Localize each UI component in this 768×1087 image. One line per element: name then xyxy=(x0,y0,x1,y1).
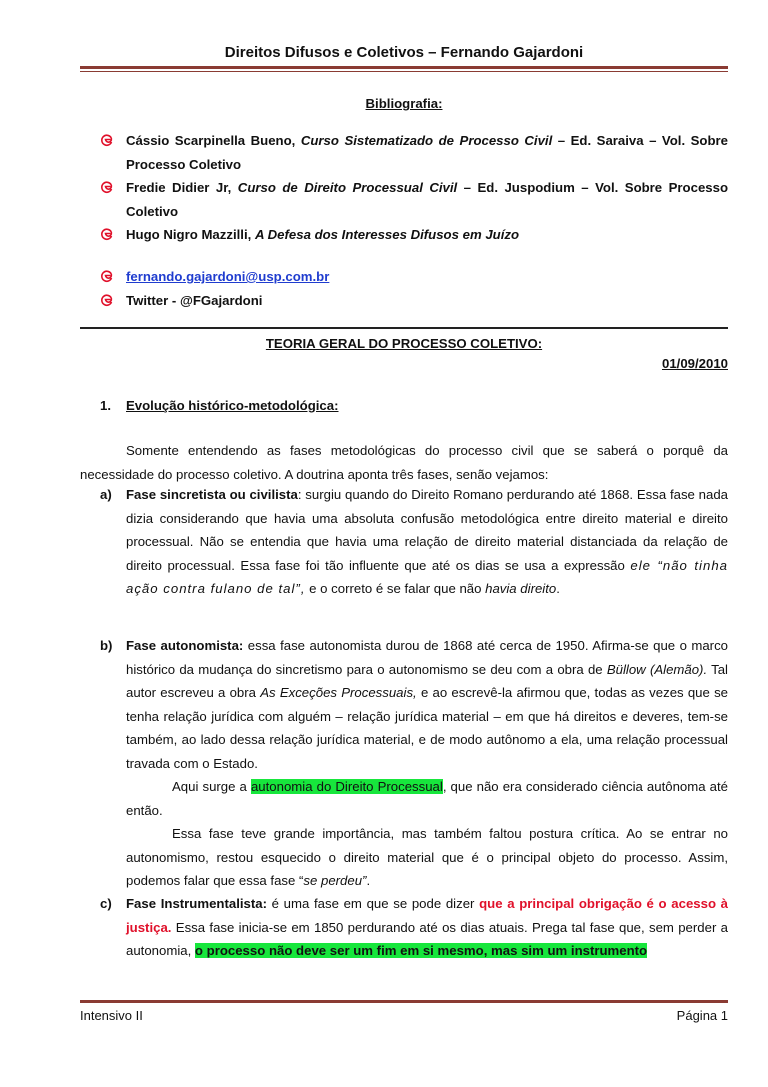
phase-a: a) Fase sincretista ou civilista: surgiu quando do Direito Romano perdurando até 1868. Essa fase nada dizia considerando que havia uma absoluta confusão metodológica entre direito material e direito processual. Não se entendia que havia uma relação de direito material distanciada da relação de direito processual. Essa fase foi tão influente que até os dias se usa a expressão ele “não tinha ação contra fulano de tal”, e o correto é se falar que não havia direito. xyxy=(80,483,728,601)
bibliografia-heading: Bibliografia: xyxy=(365,96,443,111)
red-emphasis-text: que a principal obrigação é o acesso à justiça. xyxy=(126,896,729,935)
footer-course: Intensivo II xyxy=(80,1008,143,1023)
phase-a-body: Fase sincretista ou civilista: surgiu quando do Direito Romano perdurando até 1868. Essa fase nada dizia considerando que havia uma absoluta confusão metodológica entre direito material e direito processual. Não se entendia que havia uma relação de direito material distanciada da relação de direito processual. Essa fase foi tão influente que até os dias se usa a expressão ele “não tinha ação contra fulano de tal”, e o correto é se falar que não havia direito. xyxy=(126,487,728,596)
phase-b-paragraph-3: Essa fase teve grande importância, mas também faltou postura crítica. Ao se entrar no autonomismo, restou esquecido o direito material que é o principal objeto do processo. Assim, podemos falar que essa fase “se perdeu”. xyxy=(126,826,728,888)
header-rule-thick xyxy=(80,66,728,69)
header-rule-thin xyxy=(80,71,728,72)
bullet-swirl-icon xyxy=(100,293,114,307)
separator-line xyxy=(80,318,728,330)
phase-b-body: Fase autonomista: essa fase autonomista durou de 1868 até cerca de 1950. Afirma-se que o marco histórico da mudança do sincretismo para o autonomismo se deu com a obra de Büllow (Alemão). Tal autor escreveu a obra As Exceções Processuais, e ao escrevê-la afirmou que, todas as vezes que se tenha relação jurídica com alguém – relação jurídica material – em que há direitos e deveres, tem-se também, ao lado dessa relação jurídica material, e de modo autônomo a ela, uma relação processual travada com o Estado. xyxy=(126,638,729,771)
highlighted-text: o processo não deve ser um fim em si mesmo, mas sim um instrumento xyxy=(194,943,648,958)
footer-rule xyxy=(80,1000,728,1003)
document-page xyxy=(80,0,728,1087)
phase-b-paragraph-2: Aqui surge a autonomia do Direito Processual, que não era considerado ciência autônoma até então. xyxy=(126,779,728,818)
bullet-swirl-icon xyxy=(100,227,114,241)
bibliografia-item: Hugo Nigro Mazzilli, A Defesa dos Interesses Difusos em Juízo xyxy=(80,223,728,247)
bullet-swirl-icon xyxy=(100,269,114,283)
phase-c: c) Fase Instrumentalista: é uma fase em que se pode dizer que a principal obrigação é o acesso à justiça. Essa fase inicia-se em 1850 perdurando até os dias atuais. Prega tal fase que, sem perder a autonomia, o processo não deve ser um fim em si mesmo, mas sim um instrumento xyxy=(80,892,728,963)
main-title: TEORIA GERAL DO PROCESSO COLETIVO: xyxy=(265,336,543,351)
highlighted-text: autonomia do Direito Processual xyxy=(250,779,443,794)
phase-c-body: Fase Instrumentalista: é uma fase em que se pode dizer que a principal obrigação é o acesso à justiça. Essa fase inicia-se em 1850 perdurando até os dias atuais. Prega tal fase que, sem perder a autonomia, o processo não deve ser um fim em si mesmo, mas sim um instrumento xyxy=(126,896,729,958)
contact-email-item xyxy=(80,265,728,289)
contact-list xyxy=(80,265,728,312)
bibliografia-item: Fredie Didier Jr, Curso de Direito Processual Civil – Ed. Juspodium – Vol. Sobre Processo Coletivo xyxy=(80,176,728,223)
bibliografia-item: Cássio Scarpinella Bueno, Curso Sistematizado de Processo Civil – Ed. Saraiva – Vol. Sobre Processo Coletivo xyxy=(80,129,728,176)
phase-b: b) Fase autonomista: essa fase autonomista durou de 1868 até cerca de 1950. Afirma-se que o marco histórico da mudança do sincretismo para o autonomismo se deu com a obra de Büllow (Alemão). Tal autor escreveu a obra As Exceções Processuais, e ao escrevê-la afirmou que, todas as vezes que se tenha relação jurídica com alguém – relação jurídica material – em que há direitos e deveres, tem-se também, ao lado dessa relação jurídica material, e de modo autônomo a ela, uma relação processual travada com o Estado. Aqui surge a autonomia do Direito Processual, que não era considerado ciência autônoma até então. Essa fase teve grande importância, mas também faltou postura crítica. Ao se entrar no autonomismo, restou esquecido o direito material que é o principal objeto do processo. Assim, podemos falar que essa fase “se perdeu”. xyxy=(80,634,728,893)
bibliografia-list xyxy=(80,129,728,247)
lecture-date: 01/09/2010 xyxy=(661,356,728,371)
bullet-swirl-icon xyxy=(100,180,114,194)
intro-paragraph: Somente entendendo as fases metodológicas do processo civil que se saberá o porquê da necessidade do processo coletivo. A doutrina aponta três fases, senão vejamos: xyxy=(80,443,728,482)
bullet-swirl-icon xyxy=(100,133,114,147)
separator-text xyxy=(80,327,728,329)
footer-page-number: Página 1 xyxy=(676,1008,728,1023)
email-link[interactable]: fernando.gajardoni@usp.com.br xyxy=(126,269,330,284)
page-header-title: Direitos Difusos e Coletivos – Fernando Gajardoni xyxy=(224,44,584,61)
contact-twitter-item: Twitter - @FGajardoni xyxy=(80,289,728,313)
section-heading: 1. Evolução histórico-metodológica: xyxy=(100,398,339,413)
